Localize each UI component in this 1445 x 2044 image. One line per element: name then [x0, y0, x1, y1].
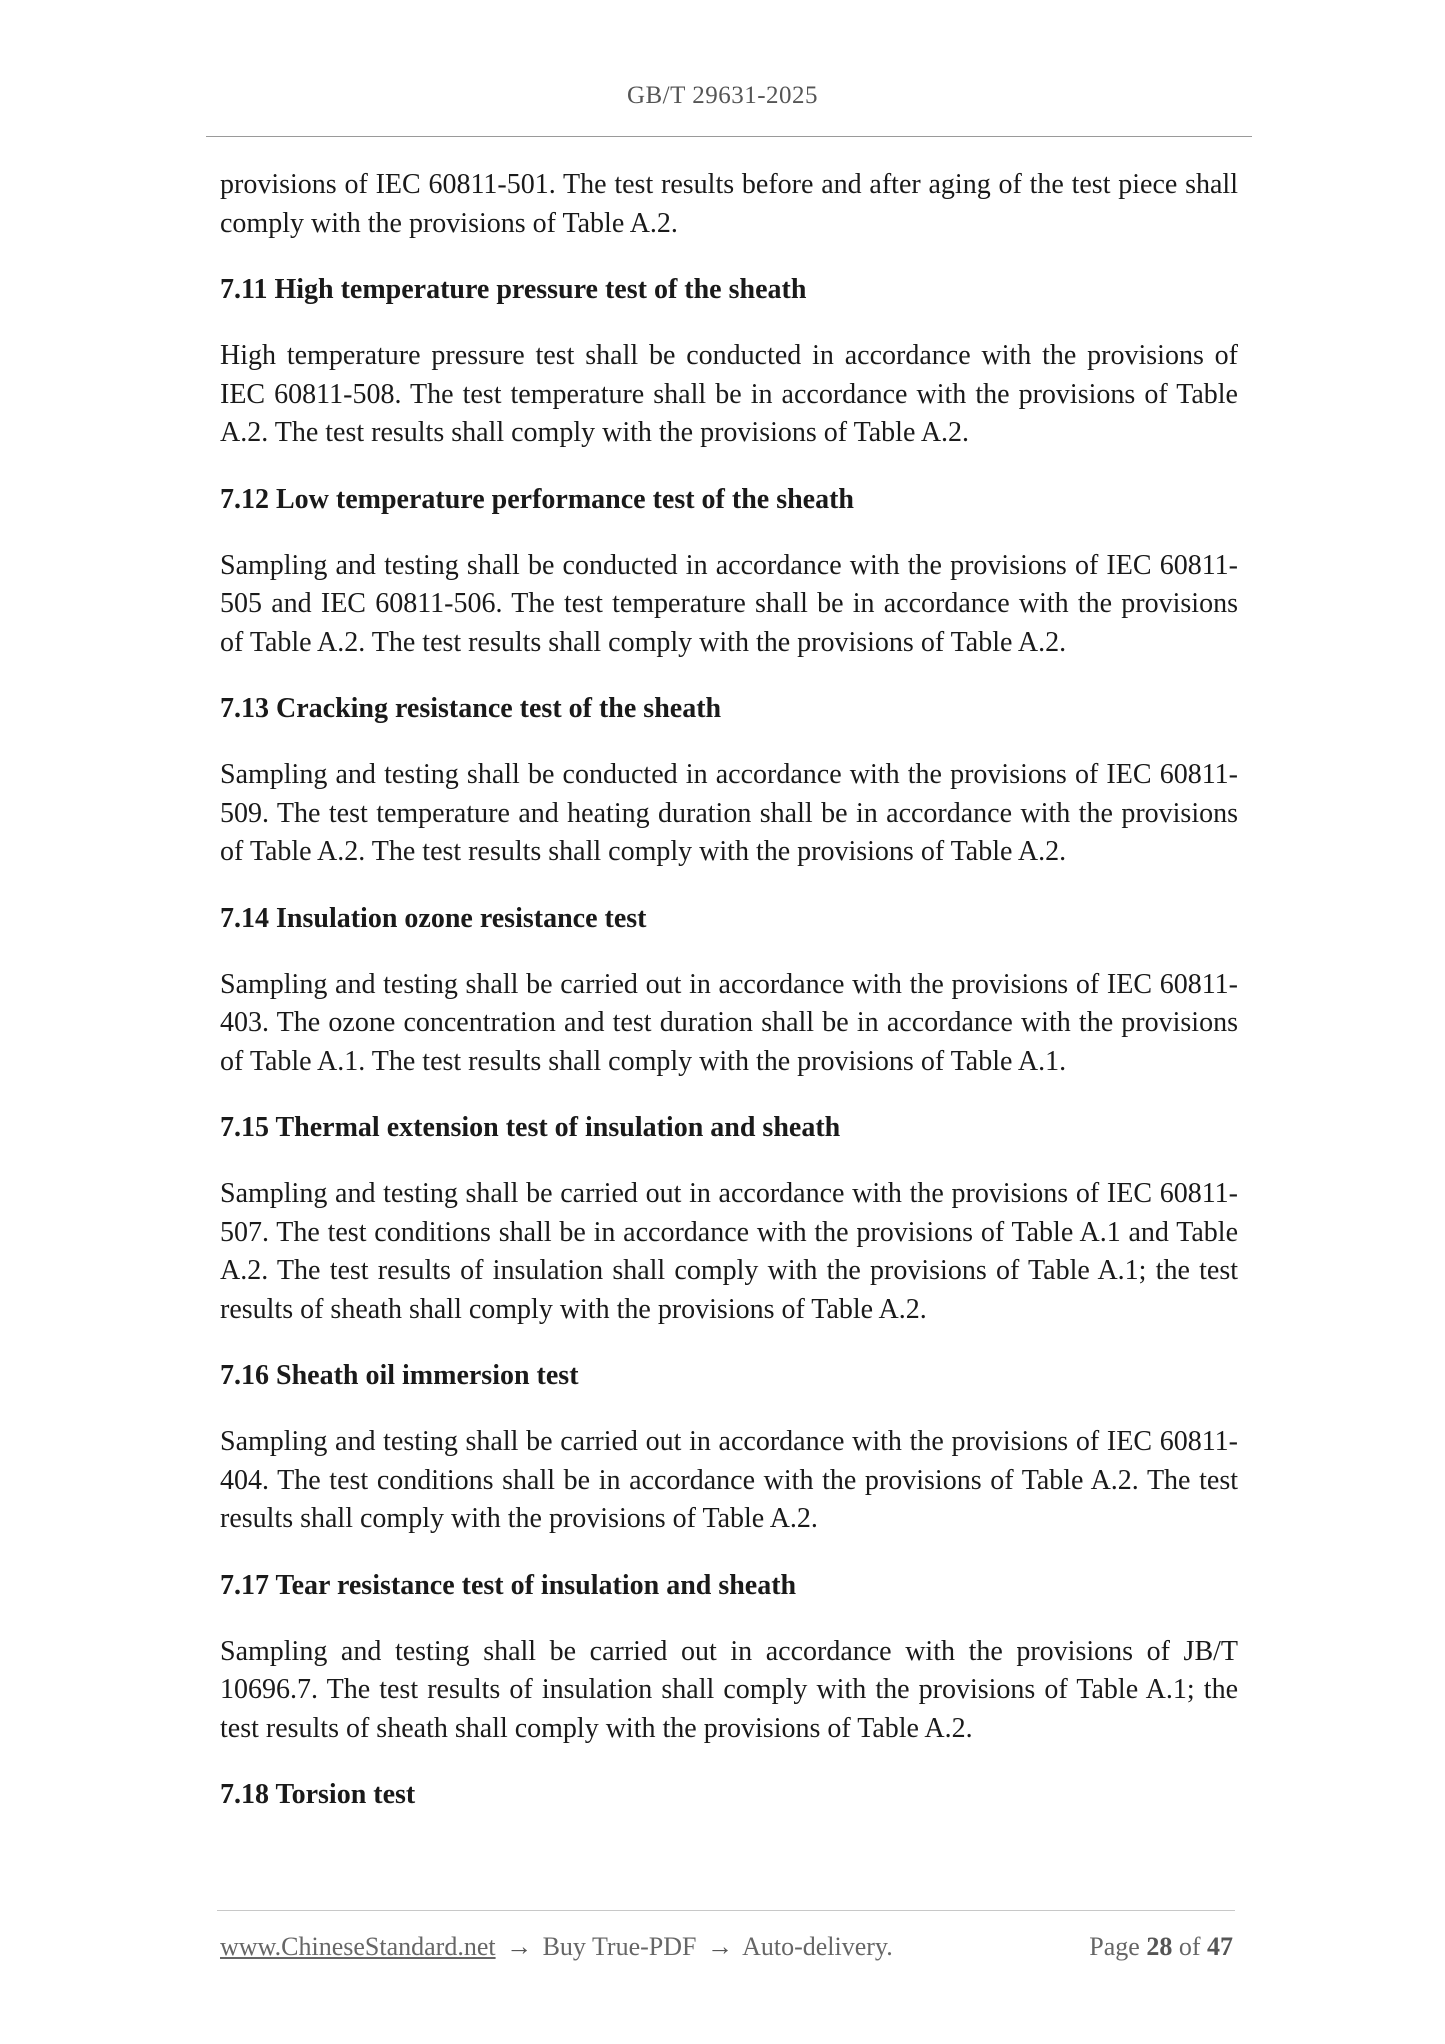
section-body-7-17: Sampling and testing shall be carried out in accordance with the provisions of JB/T 10696.7. The test results of insulation shall comply with the provisions of Table A.1; the test results of sheath shall comply with the provisions of Table A.2.: [220, 1635, 1238, 1744]
buy-true-pdf-text: Buy True-PDF: [542, 1932, 697, 1961]
section-heading-7-14: 7.14 Insulation ozone resistance test: [220, 902, 647, 934]
section-heading-7-11: 7.11 High temperature pressure test of the sheath: [220, 274, 807, 305]
page-content: [220, 166, 1238, 1814]
section-body-7-12: Sampling and testing shall be conducted in accordance with the provisions of IEC 60811-505 and IEC 60811-506. The test temperature shall be in accordance with the provisions of Table A.2. The test results shall comply with the provisions of Table A.2.: [220, 549, 1238, 658]
section-heading-7-15: 7.15 Thermal extension test of insulation and sheath: [220, 1112, 841, 1143]
section-heading-7-13: 7.13 Cracking resistance test of the sheath: [220, 693, 722, 724]
section-body-7-15: Sampling and testing shall be carried out in accordance with the provisions of IEC 60811-507. The test conditions shall be in accordance with the provisions of Table A.1 and Table A.2. The test results of insulation shall comply with the provisions of Table A.1; the test results of sheath shall comply with the provisions of Table A.2.: [220, 1178, 1238, 1325]
page-of-label: of: [1178, 1932, 1201, 1961]
section-heading-7-12: 7.12 Low temperature performance test of the sheath: [220, 483, 854, 515]
section-heading-7-16: 7.16 Sheath oil immersion test: [220, 1360, 579, 1391]
intro-paragraph: provisions of IEC 60811-501. The test results before and after aging of the test piece shall comply with the provisions of Table A.2.: [220, 169, 1238, 239]
section-body-7-11: High temperature pressure test shall be conducted in accordance with the provisions of IEC 60811-508. The test temperature shall be in accordance with the provisions of Table A.2. The test results shall comply with the provisions of Table A.2.: [220, 340, 1238, 448]
section-body-7-14: Sampling and testing shall be carried out in accordance with the provisions of IEC 60811-403. The ozone concentration and test duration shall be in accordance with the provisions of Table A.1. The test results shall comply with the provisions of Table A.1.: [220, 968, 1238, 1077]
document-number-header: GB/T 29631-2025: [626, 82, 819, 109]
total-page-count: 47: [1207, 1932, 1233, 1961]
page-number-indicator: [1089, 1932, 1233, 1962]
chinesestandard-link[interactable]: www.ChineseStandard.net: [220, 1932, 496, 1961]
section-heading-7-18: 7.18 Torsion test: [220, 1779, 416, 1810]
section-body-7-16: Sampling and testing shall be carried out in accordance with the provisions of IEC 60811-404. The test conditions shall be in accordance with the provisions of Table A.2. The test results shall comply with the provisions of Table A.2.: [220, 1426, 1238, 1534]
page-label: Page: [1089, 1932, 1140, 1961]
footer-divider: [217, 1910, 1235, 1911]
auto-delivery-text: Auto-delivery.: [742, 1932, 893, 1961]
header-divider: [206, 136, 1252, 137]
section-body-7-13: Sampling and testing shall be conducted in accordance with the provisions of IEC 60811-509. The test temperature and heating duration shall be in accordance with the provisions of Table A.2. The test results shall comply with the provisions of Table A.2.: [220, 759, 1238, 867]
footer-promo: [220, 1932, 893, 1962]
right-arrow-icon: →: [506, 1932, 533, 1961]
section-heading-7-17: 7.17 Tear resistance test of insulation and sheath: [220, 1569, 797, 1601]
current-page-number: 28: [1146, 1932, 1173, 1961]
right-arrow-icon: →: [707, 1932, 733, 1961]
